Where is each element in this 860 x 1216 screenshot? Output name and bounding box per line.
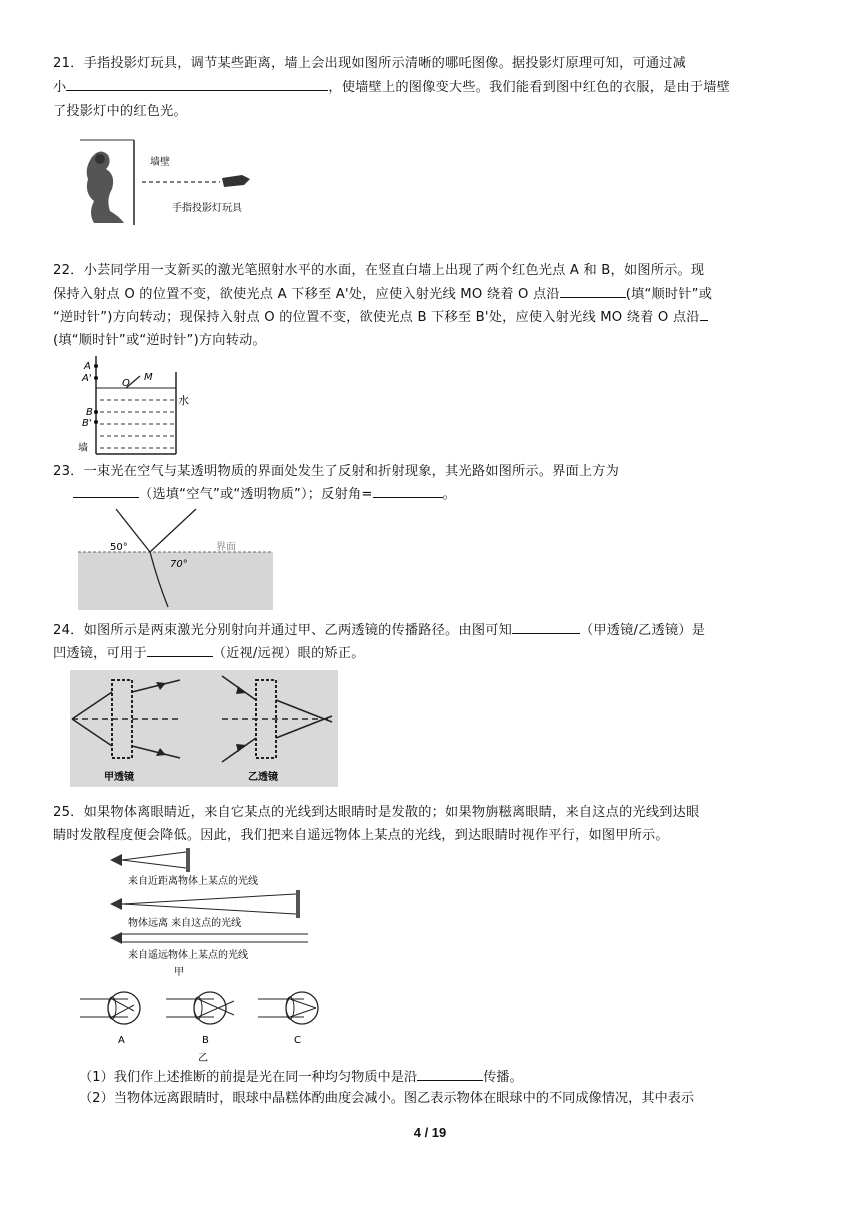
near-rays-label: 来自近距离物体上某点的光线 <box>128 876 258 887</box>
question-22-line2 <box>53 283 813 307</box>
question-text: 如果物体离眼睛近，来自它某点的光线到达眼睛时是发散的；如果物旃糍离眼睛，来自这点的光线到达眼 <box>83 805 700 820</box>
answer-blank[interactable] <box>560 283 626 298</box>
eye-a-label: A <box>118 1035 125 1046</box>
point-b-label: B <box>86 407 93 418</box>
question-text: 小芸同学用一支新买的激光笔照射水平的水面，在竖直白墙上出现了两个红色光点 A 和 B，如图所示。现 <box>83 263 705 278</box>
question-text: （近视/远视）眼的矫正。 <box>212 646 365 661</box>
water-label: 水 <box>178 394 189 407</box>
question-number: 23． <box>53 464 84 479</box>
figure-q22-laser <box>78 352 208 460</box>
question-21 <box>53 52 813 76</box>
question-number: 21． <box>53 56 84 71</box>
sub-question-2 <box>79 1088 819 1110</box>
answer-blank[interactable] <box>417 1066 483 1081</box>
figure-q25-b-eyes <box>80 985 330 1065</box>
question-text: (填“顺时针”或 <box>625 287 713 302</box>
point-a-label: A <box>84 361 91 372</box>
point-m-label: M <box>144 372 153 383</box>
eye-b-label: B <box>202 1035 209 1046</box>
figure-q23-refraction <box>78 505 278 610</box>
question-number: 25． <box>53 805 84 820</box>
question-text: 。 <box>442 487 456 502</box>
question-22-line4 <box>53 329 813 353</box>
question-text: 小 <box>53 80 67 95</box>
toy-label: 手指投影灯玩具 <box>172 203 242 214</box>
projector-toy <box>222 175 250 187</box>
figure-q24-lenses <box>70 670 338 787</box>
wall-label: 墙壁 <box>150 157 170 168</box>
figure-q25-a-rays <box>108 848 318 978</box>
question-23 <box>53 460 813 484</box>
question-text: 保持入射点 O 的位置不变，欲使光点 A 下移至 A'处，应使入射光线 MO 绕着 O 点沿 <box>53 287 560 302</box>
point-o-label: O <box>122 378 130 389</box>
question-text: “逆时针”)方向转动；现保持入射点 O 的位置不变，欲使光点 B 下移至 B'处，应使入射光线 MO 绕着 O 点沿 <box>53 310 700 325</box>
question-21-line3 <box>53 100 813 124</box>
question-text: （选填“空气”或“透明物质”）；反射角= <box>139 487 373 502</box>
question-text: 如图所示是两束激光分别射向并通过甲、乙两透镜的传播路径。由图可知 <box>83 623 512 638</box>
point-b-prime-label: B' <box>82 418 92 429</box>
question-22 <box>53 259 813 283</box>
sub-question-1 <box>79 1066 819 1089</box>
answer-blank[interactable] <box>73 483 139 498</box>
page-number: 4 / 19 <box>413 1125 447 1140</box>
eye-icon <box>110 854 122 866</box>
question-number: 24． <box>53 623 84 638</box>
angle-50-label: 50° <box>110 542 128 553</box>
near-object <box>186 848 190 872</box>
question-text: ，使墙壁上的图像变大些。我们能看到图中红色的衣服，是由于墙壁 <box>328 80 731 95</box>
answer-blank[interactable] <box>147 642 213 657</box>
far-object <box>296 890 300 918</box>
question-number: 22． <box>53 263 84 278</box>
answer-blank[interactable] <box>66 76 328 91</box>
answer-blank[interactable] <box>700 306 708 321</box>
figure-background <box>70 670 338 787</box>
question-text: 凹透镜，可用于 <box>53 646 147 661</box>
question-text: 了投影灯中的红色光。 <box>53 104 187 119</box>
eye-diagram-c <box>258 992 318 1046</box>
question-22-line3 <box>53 306 813 330</box>
question-24 <box>53 619 813 643</box>
reflected-ray <box>150 509 196 552</box>
wall-label: 墙 <box>78 443 88 454</box>
question-21-line2 <box>53 76 813 100</box>
question-23-line2 <box>53 483 813 507</box>
distant-rays-label: 来自遥远物体上某点的光线 <box>128 950 248 961</box>
angle-70-label: 70° <box>170 559 188 570</box>
figure-caption-yi: 乙 <box>198 1053 208 1064</box>
lens-b-label: 乙透镜 <box>248 772 278 783</box>
question-text: （甲透镜/乙透镜）是 <box>579 623 706 638</box>
figure-caption-jia: 甲 <box>174 967 184 978</box>
question-25-line2 <box>53 824 813 848</box>
eye-icon <box>110 898 122 910</box>
eye-c-label: C <box>294 1035 301 1046</box>
answer-blank[interactable] <box>512 619 580 634</box>
question-24-line2 <box>53 642 813 666</box>
receding-rays-label: 物体远离 来自这点的光线 <box>128 918 242 929</box>
eye-diagram-a <box>80 992 140 1046</box>
lens-a-label: 甲透镜 <box>104 772 134 783</box>
question-text: （1）我们作上述推断的前提是光在同一种均匀物质中是沿 <box>79 1070 418 1085</box>
question-text: (填“顺时针”或“逆时针”)方向转动。 <box>53 333 266 348</box>
nezha-image <box>87 151 124 223</box>
question-text: 传播。 <box>483 1070 523 1085</box>
interface-label: 界面 <box>216 542 236 553</box>
question-text: （2）当物体远离跟睛时，眼球中晶糕体酌曲度会减小。图乙表示物体在眼球中的不同成像情况，其中表示 <box>79 1091 695 1106</box>
eye-diagram-b <box>166 992 234 1046</box>
answer-blank[interactable] <box>373 483 443 498</box>
question-text: 睛时发散程度便会降低。因此，我们把来自遥远物体上某点的光线，到达眼睛时视作平行，如图甲所示。 <box>53 828 669 843</box>
question-text: 手指投影灯玩具，调节某些距离，墙上会出现如图所示清晰的哪吒图像。据投影灯原理可知，可通过减 <box>83 56 687 71</box>
question-25 <box>53 801 813 825</box>
figure-q21-projection <box>72 137 262 232</box>
point-a-prime-label: A' <box>82 373 92 384</box>
question-text: 一束光在空气与某透明物质的界面处发生了反射和折射现象，其光路如图所示。界面上方为 <box>83 464 620 479</box>
eye-icon <box>110 932 122 944</box>
